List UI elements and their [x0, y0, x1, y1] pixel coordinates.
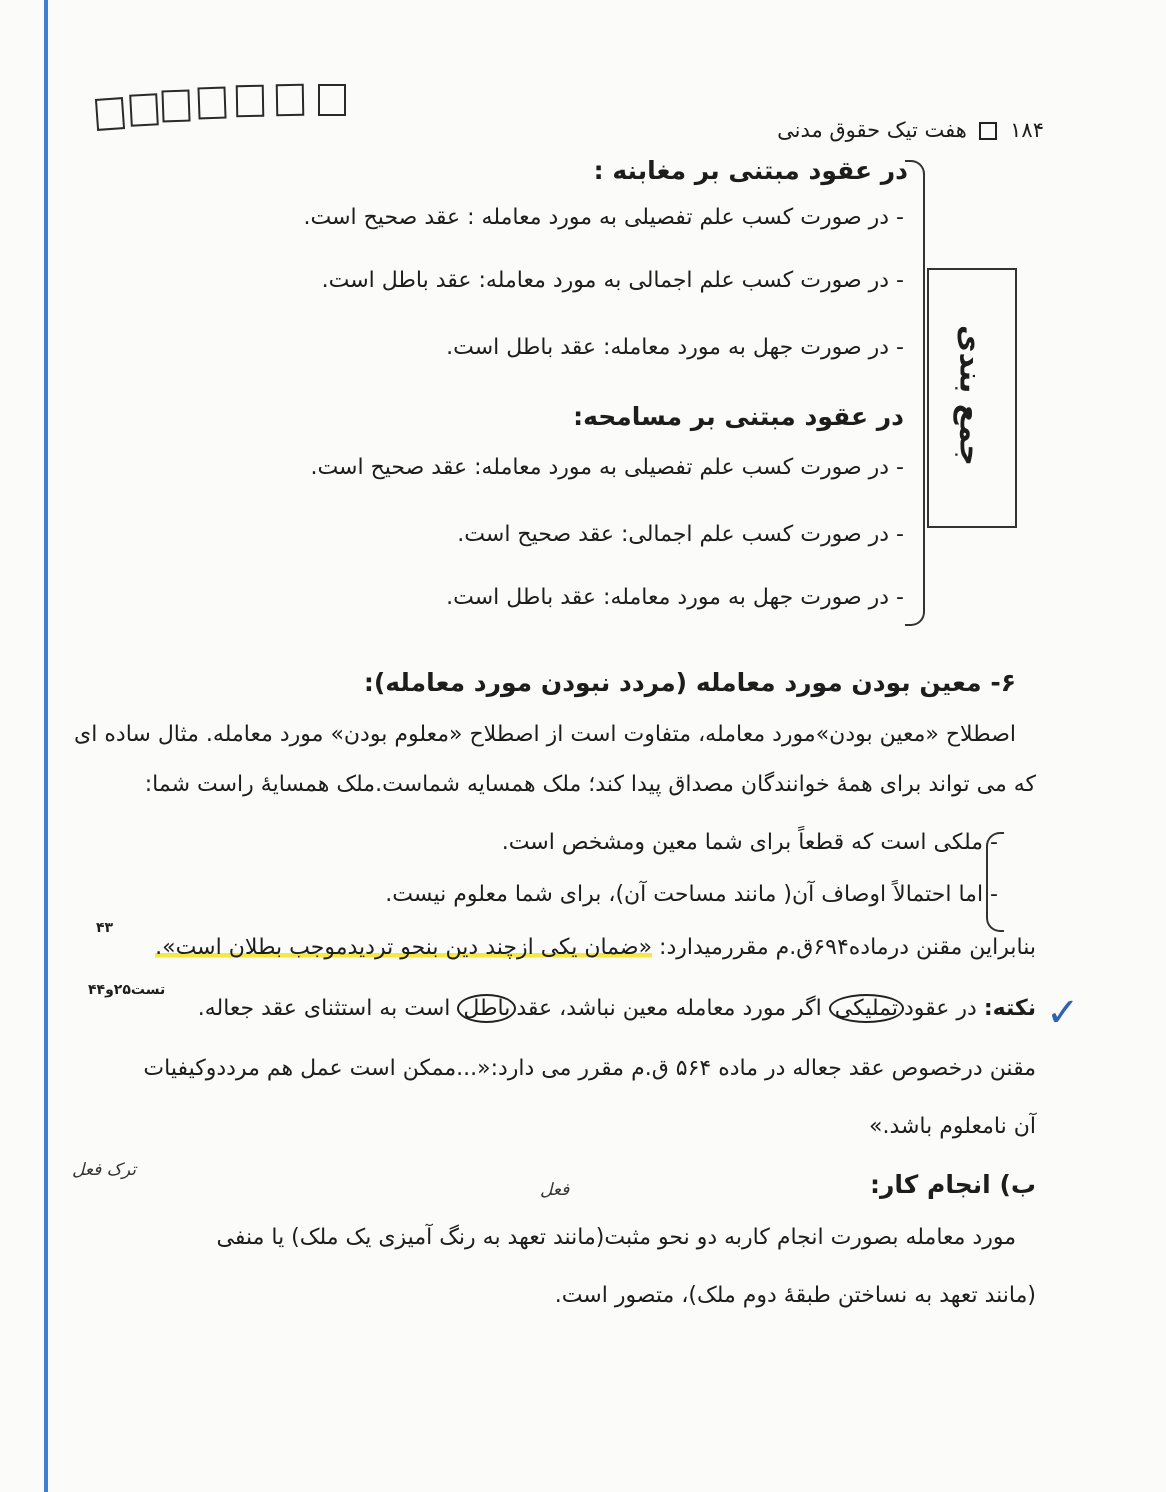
checkbox[interactable]	[197, 87, 226, 120]
note-text-2: اگر مورد معامله معین نباشد، عقد	[516, 996, 829, 1021]
section2-item-2: - در صورت کسب علم اجمالی: عقد صحیح است.	[457, 522, 904, 547]
section-b-line-2: (مانند تعهد به نساختن طبقهٔ دوم ملک)، متصور است.	[554, 1283, 1036, 1308]
note-circled-tamliki: تملیکی	[829, 994, 904, 1023]
section6-title-main: ۶- معین بودن مورد معامله	[687, 668, 1016, 697]
law-694-line	[155, 935, 1036, 960]
law-694-quote: «ضمان یکی ازچند دین بنحو تردیدموجب بطلان است».	[155, 935, 653, 960]
section6-paragraph-line-2: که می تواند برای همهٔ خوانندگان مصداق پیدا کند؛ ملک همسایه شماست.ملک همسایهٔ راست شما:	[144, 772, 1036, 797]
section6-bullet-1: - ملکی است که قطعاً برای شما معین ومشخص است.	[501, 830, 998, 855]
summary-label: جمع بندی	[952, 324, 988, 466]
section1-item-3: - در صورت جهل به مورد معامله: عقد باطل است.	[446, 335, 904, 360]
section1-title: در عقود مبتنی بر مغابنه :	[593, 156, 908, 185]
section1-item-1: - در صورت کسب علم تفصیلی به مورد معامله : عقد صحیح است.	[303, 205, 904, 230]
law-694-footnote: ۴۳	[96, 920, 114, 936]
joaleh-line-2: آن نامعلوم باشد.»	[868, 1114, 1036, 1139]
checkbox[interactable]	[95, 97, 125, 131]
section6-title-paren: (مردد نبودن مورد معامله):	[363, 668, 688, 697]
book-title: هفت تیک حقوق مدنی	[777, 118, 967, 142]
page-header	[777, 118, 1044, 142]
note-footnote: تست۲۵و۴۴	[88, 982, 166, 998]
margin-line	[44, 0, 48, 1492]
checkbox[interactable]	[236, 85, 265, 117]
section1-item-2: - در صورت کسب علم اجمالی به مورد معامله: عقد باطل است.	[321, 268, 904, 293]
checkbox[interactable]	[276, 84, 305, 116]
note-circled-batel: باطل	[457, 994, 516, 1023]
joaleh-line-1: مقنن درخصوص عقد جعاله در ماده ۵۶۴ ق.م مقرر می دارد:«...ممکن است عمل هم مرددوکیفیات	[143, 1056, 1036, 1081]
section2-title: در عقود مبتنی بر مسامحه:	[573, 402, 904, 431]
checkbox[interactable]	[161, 90, 190, 123]
checkmark-icon: ✓	[1046, 990, 1080, 1036]
section-b-line-1: مورد معامله بصورت انجام کاربه دو نحو مثبت(مانند تعهد به رنگ آمیزی یک ملک) یا منفی	[216, 1225, 1016, 1250]
summary-brace	[905, 160, 925, 626]
review-checkboxes	[96, 80, 356, 132]
section2-item-1: - در صورت کسب علم تفصیلی به مورد معامله: عقد صحیح است.	[310, 455, 904, 480]
law-694-intro: بنابراین مقنن درماده۶۹۴ق.م مقررمیدارد:	[652, 935, 1036, 960]
note-label: نکته:	[983, 996, 1036, 1021]
section6-bullet-2: - اما احتمالاً اوصاف آن( مانند مساحت آن)، برای شما معلوم نیست.	[385, 882, 998, 907]
margin-note-tark-fel: ترک فعل	[72, 1160, 136, 1180]
page-number: ۱۸۴	[1010, 118, 1044, 142]
note-text-3: است به استثنای عقد جعاله.	[197, 996, 458, 1021]
checkbox[interactable]	[129, 93, 159, 126]
header-square-icon	[979, 122, 997, 140]
section2-item-3: - در صورت جهل به مورد معامله: عقد باطل است.	[446, 585, 904, 610]
margin-note-fel: فعل	[540, 1180, 570, 1200]
section6-title	[364, 668, 1016, 697]
note-line	[198, 996, 1036, 1021]
note-text-1: در عقود	[903, 996, 984, 1021]
checkbox[interactable]	[318, 84, 346, 116]
section-b-title: ب) انجام کار:	[870, 1170, 1036, 1199]
section6-paragraph-line-1: اصطلاح «معین بودن»مورد معامله، متفاوت است از اصطلاح «معلوم بودن» مورد معامله. مثال ساده ای	[74, 722, 1016, 747]
